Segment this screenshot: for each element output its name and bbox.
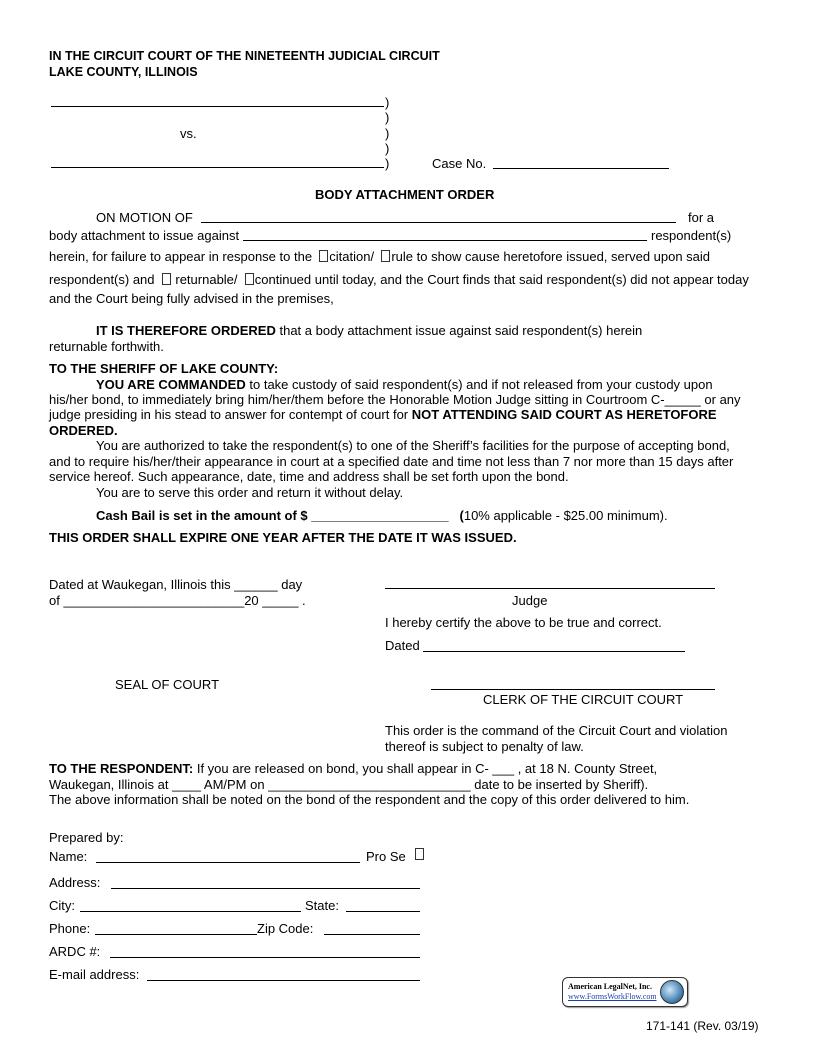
on-motion-label: ON MOTION OF [96, 210, 193, 225]
ardc-label: ARDC #: [49, 944, 101, 959]
certify-date-field[interactable] [423, 651, 685, 652]
respondent-line3: The above information shall be noted on the bond of the respondent and the copy of this order delivered to him. [49, 792, 690, 807]
respondent-line1 [49, 761, 657, 776]
citation-checkbox[interactable] [319, 250, 328, 262]
sheriff-line3 [49, 407, 717, 422]
versus-label: vs. [180, 126, 197, 141]
state-label: State: [305, 898, 339, 913]
movant-field[interactable] [201, 222, 676, 223]
for-a-text: for a [688, 210, 715, 225]
name-label: Name: [49, 849, 88, 864]
phone-field[interactable] [95, 934, 257, 935]
judge-label: Judge [512, 593, 548, 608]
respondent-line2: Waukegan, Illinois at ____ AM/PM on ____________________________ date to be inserted by Sheriff). [49, 777, 649, 792]
address-field[interactable] [111, 888, 420, 889]
commanded-line [96, 377, 713, 392]
state-field[interactable] [346, 911, 420, 912]
certify-text: I hereby certify the above to be true and correct. [385, 615, 662, 630]
email-field[interactable] [147, 980, 420, 981]
authorization-line1: You are authorized to take the respondent(s) to one of the Sheriff’s facilities for the purpose of accepting bond, [96, 438, 730, 453]
clerk-label: CLERK OF THE CIRCUIT COURT [483, 692, 684, 707]
caption-paren: ) [385, 126, 390, 141]
cash-bail-label: Cash Bail is set in the amount of $ [96, 508, 308, 523]
sheriff-line2: his/her bond, to immediately bring him/her/them before the Honorable Motion Judge sitting in Courtroom C-_____ or any [49, 392, 741, 407]
defendant-name-field[interactable] [51, 167, 384, 168]
seal-of-court: SEAL OF COURT [115, 677, 220, 692]
sheriff-heading: TO THE SHERIFF OF LAKE COUNTY: [49, 361, 279, 376]
address-label: Address: [49, 875, 101, 890]
motion-line3-text: herein, for failure to appear in response to the [49, 249, 313, 264]
city-field[interactable] [80, 911, 301, 912]
sheriff-line4-bold: ORDERED. [49, 423, 118, 438]
serve-instruction: You are to serve this order and return it without delay. [96, 485, 404, 500]
logo-company-name: American LegalNet, Inc. [568, 982, 652, 991]
motion-line3 [49, 249, 710, 264]
dated-line2[interactable]: of _________________________20 _____ . [49, 593, 306, 608]
name-field[interactable] [96, 862, 360, 863]
command-notice-line1: This order is the command of the Circuit Court and violation [385, 723, 728, 738]
respondent-heading: TO THE RESPONDENT: [49, 761, 194, 776]
email-label: E-mail address: [49, 967, 140, 982]
county-name: LAKE COUNTY, ILLINOIS [49, 65, 198, 79]
clerk-signature-field[interactable] [431, 689, 715, 690]
bail-note: 10% applicable - $25.00 minimum). [463, 508, 668, 523]
authorization-line2: and to require his/her/their appearance in court at a specified date and time not less than 7 nor more than 15 days after [49, 454, 734, 469]
case-no-label: Case No. [432, 156, 487, 171]
commanded-rest: to take custody of said respondent(s) and if not released from your custody upon [249, 377, 713, 392]
ordered-rest: that a body attachment issue against said respondent(s) herein [279, 323, 643, 338]
caption-paren: ) [385, 156, 390, 171]
ordered-line2: returnable forthwith. [49, 339, 164, 354]
returnable-label: returnable/ [175, 272, 238, 287]
returnable-checkbox[interactable] [162, 273, 171, 285]
citation-label: citation/ [329, 249, 375, 264]
form-number: 171-141 (Rev. 03/19) [646, 1019, 759, 1033]
zip-code-label: Zip Code: [257, 921, 314, 936]
pro-se-checkbox[interactable] [415, 848, 424, 860]
caption-paren: ) [385, 110, 390, 125]
respondents-text: respondent(s) [651, 228, 732, 243]
certify-dated-label: Dated [385, 638, 420, 653]
rule-checkbox[interactable] [381, 250, 390, 262]
bail-paren: ( [459, 508, 464, 523]
commanded-bold: YOU ARE COMMANDED [96, 377, 246, 392]
plaintiff-name-field[interactable] [51, 106, 384, 107]
sheriff-line3-text: judge presiding in his stead to answer for contempt of court for [49, 407, 409, 422]
issue-against-text: body attachment to issue against [49, 228, 240, 243]
ordered-bold: IT IS THEREFORE ORDERED [96, 323, 276, 338]
caption-paren: ) [385, 141, 390, 156]
authorization-line3: service hereof. Such appearance, date, time and address shall be set forth upon the bond. [49, 469, 569, 484]
zip-code-field[interactable] [324, 934, 420, 935]
expiration-notice: THIS ORDER SHALL EXPIRE ONE YEAR AFTER THE DATE IT WAS ISSUED. [49, 530, 517, 545]
cash-bail-field[interactable]: ___________________ [311, 508, 449, 523]
globe-icon [660, 980, 684, 1004]
phone-label: Phone: [49, 921, 91, 936]
command-notice-line2: thereof is subject to penalty of law. [385, 739, 584, 754]
document-title: BODY ATTACHMENT ORDER [315, 187, 495, 202]
motion-line4-text: respondent(s) and [49, 272, 155, 287]
respondent-field[interactable] [243, 240, 647, 241]
american-legalnet-logo[interactable] [562, 977, 688, 1007]
respondent-line1-text: If you are released on bond, you shall appear in C- ___ , at 18 N. County Street, [193, 761, 658, 776]
judge-signature-field[interactable] [385, 588, 715, 589]
logo-website-link[interactable]: www.FormsWorkFlow.com [568, 992, 657, 1001]
sheriff-line3-bold: NOT ATTENDING SAID COURT AS HERETOFORE [411, 407, 717, 422]
city-label: City: [49, 898, 75, 913]
court-name: IN THE CIRCUIT COURT OF THE NINETEENTH JUDICIAL CIRCUIT [49, 49, 440, 63]
ardc-field[interactable] [110, 957, 420, 958]
case-no-field[interactable] [493, 168, 669, 169]
motion-line4 [49, 272, 749, 287]
rule-label: rule to show cause heretofore issued, served upon said [391, 249, 711, 264]
continued-checkbox[interactable] [245, 273, 254, 285]
ordered-line1 [96, 323, 642, 338]
motion-line5: and the Court being fully advised in the premises, [49, 291, 334, 306]
continued-label: continued until today, and the Court finds that said respondent(s) did not appear today [254, 272, 749, 287]
caption-paren: ) [385, 95, 390, 110]
dated-line1[interactable]: Dated at Waukegan, Illinois this ______ day [49, 577, 303, 592]
cash-bail-line [96, 508, 668, 523]
prepared-by-heading: Prepared by: [49, 830, 124, 845]
pro-se-label: Pro Se [366, 849, 406, 864]
